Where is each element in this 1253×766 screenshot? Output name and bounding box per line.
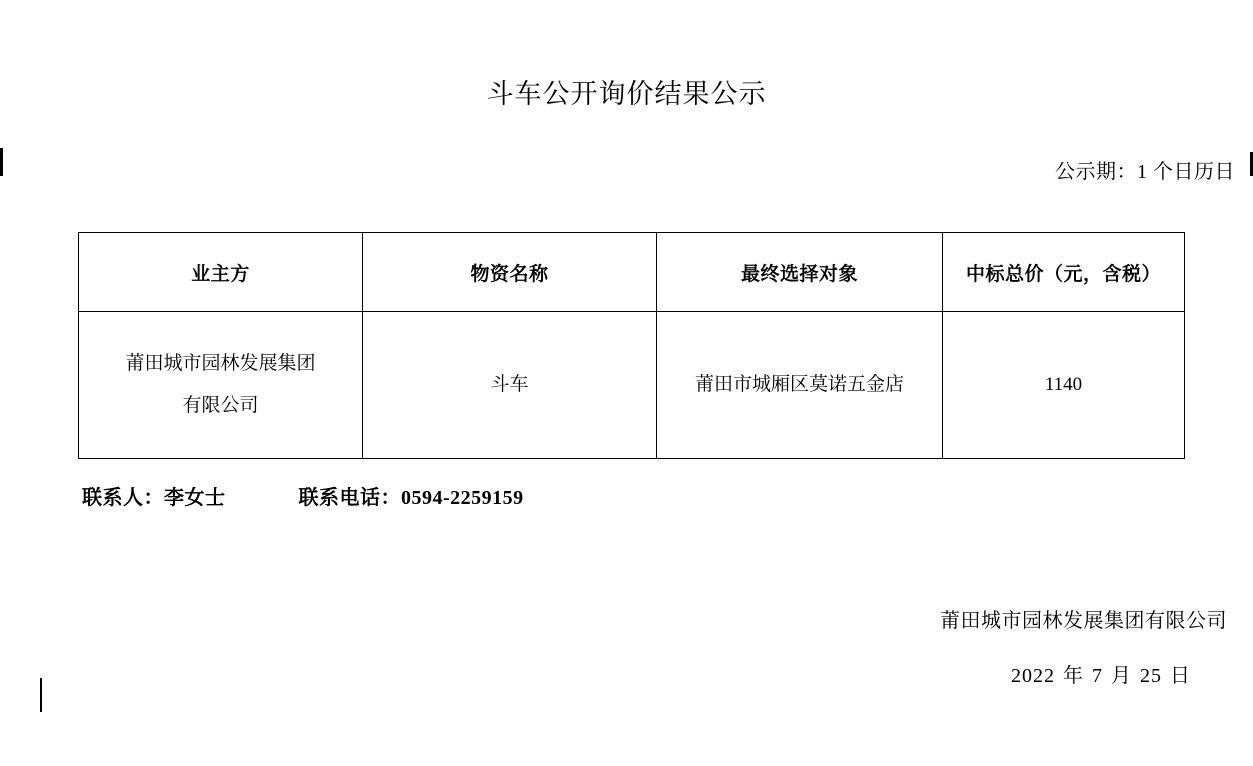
page-edge-mark-left-top [0,148,3,176]
cell-owner-line2: 有限公司 [182,395,259,416]
table-row [79,312,1185,459]
page-edge-mark-left-bottom [40,678,42,712]
page-title: 斗车公开询价结果公示 [486,79,767,109]
result-table [78,232,1185,459]
result-table-container [78,232,1184,459]
contact-phone: 联系电话：0594-2259159 [298,487,524,509]
cell-price: 1140 [943,312,1185,459]
contact-person: 联系人：李女士 [82,487,226,509]
column-header-price: 中标总价（元，含税） [943,233,1185,312]
signature-date-day-unit: 日 [1170,665,1191,687]
cell-item: 斗车 [363,312,657,459]
cell-owner [79,312,363,459]
signature-date-day: 25 [1140,665,1162,687]
signature-organization: 莆田城市园林发展集团有限公司 [940,610,1227,632]
signature-date-month-unit: 月 [1111,665,1132,687]
column-header-winner: 最终选择对象 [657,233,943,312]
signature-date-year: 2022 [1011,665,1055,687]
table-header-row [79,233,1185,312]
cell-owner-line1: 莆田城市园林发展集团 [125,353,316,374]
signature-date-month: 7 [1092,665,1103,687]
contact-line [82,481,1253,510]
column-header-item: 物资名称 [363,233,657,312]
column-header-owner: 业主方 [79,233,363,312]
signature-date [0,659,1253,688]
signature-date-year-unit: 年 [1063,665,1084,687]
notice-period-text: 公示期：1 个日历日 [1055,161,1235,183]
cell-winner: 莆田市城厢区莫诺五金店 [657,312,943,459]
